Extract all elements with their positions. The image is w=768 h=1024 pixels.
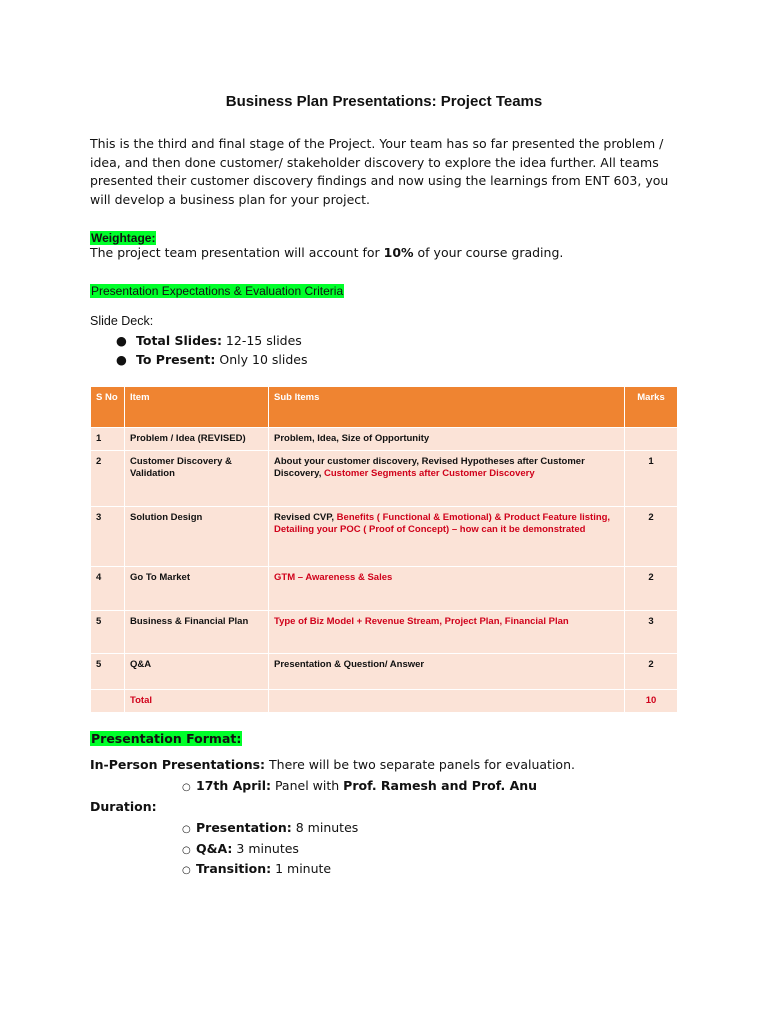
duration-name: Q&A: bbox=[196, 841, 233, 856]
table-row bbox=[91, 428, 678, 451]
slide-deck-label: Slide Deck: bbox=[90, 314, 154, 328]
cell-marks: 2 bbox=[625, 654, 678, 690]
circle-bullet-icon: ○ bbox=[182, 865, 191, 876]
cell-sno: 4 bbox=[91, 567, 125, 611]
bullet-bold: To Present: bbox=[136, 352, 216, 367]
table-row bbox=[91, 567, 678, 611]
format-heading bbox=[90, 731, 242, 746]
weightage-text bbox=[90, 245, 563, 260]
cell-item: Solution Design bbox=[125, 507, 269, 567]
cell-marks: 2 bbox=[625, 507, 678, 567]
cell-sno: 5 bbox=[91, 611, 125, 654]
cell-sno: 3 bbox=[91, 507, 125, 567]
sub-items-highlight: Type of Biz Model + Revenue Stream, Project Plan, Financial Plan bbox=[274, 616, 569, 627]
header-sub-items: Sub Items bbox=[269, 387, 625, 428]
cell-item: Problem / Idea (REVISED) bbox=[125, 428, 269, 451]
bullet-bold: Total Slides: bbox=[136, 333, 222, 348]
circle-bullet-icon: ○ bbox=[182, 782, 191, 793]
duration-name: Transition: bbox=[196, 861, 272, 876]
cell-marks: 2 bbox=[625, 567, 678, 611]
duration-value: 8 minutes bbox=[291, 820, 359, 835]
weightage-value: 10% bbox=[383, 245, 414, 260]
cell-item: Go To Market bbox=[125, 567, 269, 611]
cell-sub-items bbox=[269, 428, 625, 451]
header-item: Item bbox=[125, 387, 269, 428]
sub-items-highlight: Benefits ( Functional & Emotional) & Product Feature listing, Detailing your POC ( Proof of Concept) – how can it be demonstrated bbox=[274, 512, 611, 535]
intro-paragraph: This is the third and final stage of the Project. Your team has so far presented the problem / idea, and then done customer/ stakeholder discovery to explore the idea further. All teams presented their customer discovery findings and now using the learnings from ENT 603, you will develop a business plan for your project. bbox=[90, 136, 669, 207]
sub-items-text: Problem, Idea, Size of Opportunity bbox=[274, 433, 430, 444]
duration-label bbox=[90, 799, 157, 814]
panel-names: Prof. Ramesh and Prof. Anu bbox=[343, 778, 538, 793]
header-marks: Marks bbox=[625, 387, 678, 428]
panel-date: 17th April: bbox=[196, 778, 271, 793]
table-row bbox=[91, 451, 678, 507]
cell-item: Customer Discovery & Validation bbox=[125, 451, 269, 507]
cell-sno: 5 bbox=[91, 654, 125, 690]
duration-item bbox=[182, 820, 358, 835]
table-header-row bbox=[91, 387, 678, 428]
cell-marks bbox=[625, 428, 678, 451]
sub-items-text: Revised CVP, bbox=[274, 512, 337, 523]
in-person-text: There will be two separate panels for evaluation. bbox=[265, 757, 575, 772]
cell-sub-items bbox=[269, 451, 625, 507]
sub-items-highlight: Customer Segments after Customer Discovery bbox=[324, 468, 535, 479]
circle-bullet-icon: ○ bbox=[182, 845, 191, 856]
criteria-label: Presentation Expectations & Evaluation Criteria bbox=[91, 284, 344, 298]
bullet-text: 12-15 slides bbox=[221, 333, 302, 348]
panel-line bbox=[182, 778, 537, 793]
table-row bbox=[91, 611, 678, 654]
duration-value: 1 minute bbox=[271, 861, 332, 876]
cell-sub-items bbox=[269, 690, 625, 713]
cell-sno bbox=[91, 690, 125, 713]
circle-bullet-icon: ○ bbox=[182, 824, 191, 835]
table-total-row bbox=[91, 690, 678, 713]
cell-item: Business & Financial Plan bbox=[125, 611, 269, 654]
weightage-text-after: of your course grading. bbox=[413, 245, 564, 260]
cell-marks: 1 bbox=[625, 451, 678, 507]
list-item bbox=[116, 350, 307, 369]
cell-sub-items bbox=[269, 507, 625, 567]
format-label: Presentation Format: bbox=[91, 731, 242, 746]
cell-sno: 1 bbox=[91, 428, 125, 451]
table-row bbox=[91, 654, 678, 690]
cell-sub-items bbox=[269, 654, 625, 690]
total-label: Total bbox=[125, 690, 269, 713]
cell-sno: 2 bbox=[91, 451, 125, 507]
in-person-line bbox=[90, 757, 575, 772]
evaluation-table bbox=[90, 386, 678, 713]
header-sno: S No bbox=[91, 387, 125, 428]
in-person-label: In-Person Presentations: bbox=[90, 757, 266, 772]
bullet-icon: ● bbox=[116, 333, 127, 348]
duration-name: Presentation: bbox=[196, 820, 292, 835]
total-marks: 10 bbox=[625, 690, 678, 713]
list-item bbox=[116, 331, 307, 350]
page-title: Business Plan Presentations: Project Teams bbox=[225, 93, 543, 110]
cell-item: Q&A bbox=[125, 654, 269, 690]
bullet-text: Only 10 slides bbox=[215, 352, 308, 367]
duration-item bbox=[182, 861, 331, 876]
table-row bbox=[91, 507, 678, 567]
cell-sub-items bbox=[269, 567, 625, 611]
cell-sub-items bbox=[269, 611, 625, 654]
bullet-icon: ● bbox=[116, 352, 127, 367]
slide-deck-list bbox=[116, 331, 307, 369]
duration-value: 3 minutes bbox=[232, 841, 299, 856]
criteria-heading bbox=[90, 280, 344, 299]
weightage-text-before: The project team presentation will account for bbox=[90, 245, 384, 260]
weightage-heading bbox=[90, 227, 156, 246]
sub-items-highlight: GTM – Awareness & Sales bbox=[274, 572, 393, 583]
cell-marks: 3 bbox=[625, 611, 678, 654]
duration-label-text: Duration: bbox=[90, 799, 157, 814]
panel-text: Panel with bbox=[270, 778, 344, 793]
sub-items-text: About your customer discovery, Revised Hypotheses after Customer Discovery, bbox=[274, 456, 585, 479]
sub-items-text: Presentation & Question/ Answer bbox=[274, 659, 425, 670]
duration-item bbox=[182, 841, 299, 856]
weightage-label: Weightage: bbox=[91, 231, 156, 245]
